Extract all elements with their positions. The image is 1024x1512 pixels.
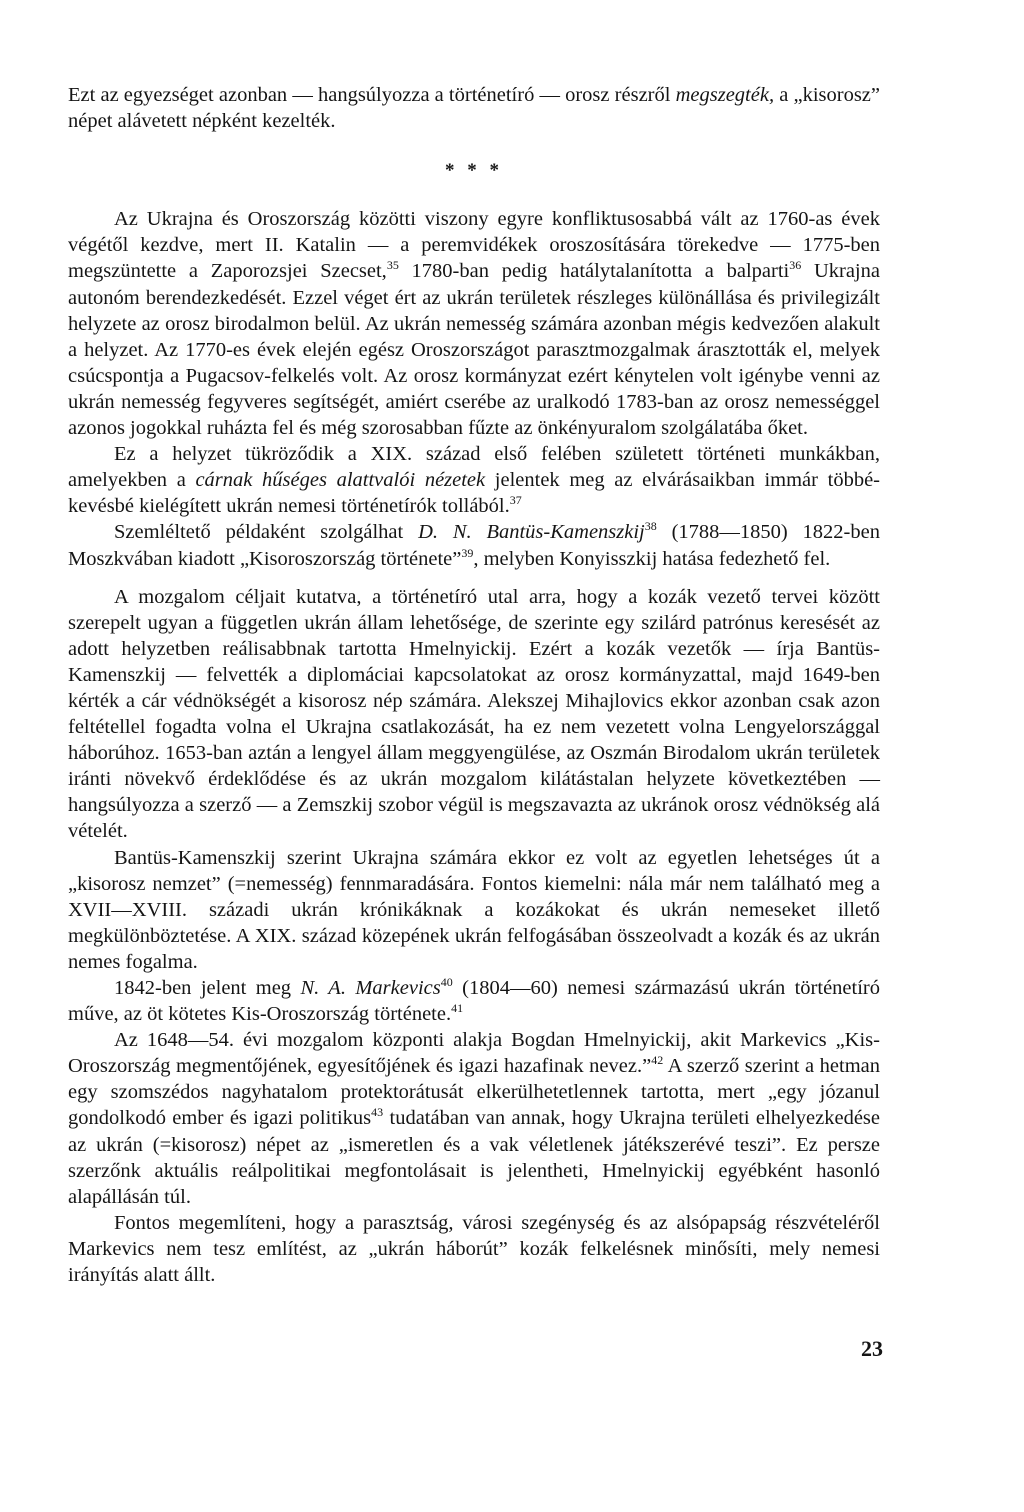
paragraph-3-text-b: (1788—1850) 1822-ben Moszkvában kiadott „Kisoroszország története” xyxy=(68,521,880,570)
paragraph-6 xyxy=(68,975,880,1027)
footnote-42: 42 xyxy=(651,1053,664,1068)
body-text xyxy=(68,82,880,1288)
footnote-40: 40 xyxy=(440,975,453,989)
paragraph-1-text-a: Az Ukrajna és Oroszország közötti viszony egyre konfliktusosabbá vált az 1760-as évek végétől kezdve, mert II. Katalin — a peremvidékek oroszosítására törekedve — 1775-ben megszüntette a Zaporozsjei Szecset, xyxy=(68,208,880,283)
footnote-36: 36 xyxy=(789,258,802,273)
footnote-39: 39 xyxy=(461,545,474,560)
footnote-38: 38 xyxy=(644,519,657,534)
paragraph-4: A mozgalom céljait kutatva, a történetíró utal arra, hogy a kozák vezető tervei között szerepelt ugyan a független ukrán állam lehetősége, de szerinte egy szilárd patrónus keresését az adott helyzetben reálisabbnak tartotta Hmelnyickij. Ezért a kozák vezetők — írja Bantüs-Kamenszkij — felvették a diplomáciai kapcsolatokat az orosz kormányzattal, majd 1649-ben kérték a cár védnökségét a kisorosz nép számára. Alekszej Mihajlovics ekkor azonban csak azon feltétellel fogadta volna el Ukrajna csatlakozását, ha ez nem vezetett volna Lengyelországgal háborúhoz. 1653-ban aztán a lengyel állam meggyengülése, az Oszmán Birodalom ukrán területek iránti növekvő érdeklődése és az ukrán mozgalom kilátástalan helyzete következtében — hangsúlyozza a szerző — a Zemszkij szobor végül is megszavazta az ukránok orosz védnökség alá vételét. xyxy=(68,585,880,843)
footnote-43: 43 xyxy=(371,1105,384,1120)
paragraph-1 xyxy=(68,206,880,441)
paragraph-8: Fontos megemlíteni, hogy a parasztság, városi szegénység és az alsópapság részvételéről Markevics nem tesz említést, az „ukrán háborút” kozák felkelésnek minősíti, mely nemesi irányítás alatt állt. xyxy=(68,1211,880,1287)
paragraph-7-text-c: tudatában van annak, hogy Ukrajna területi elhelyezkedése az ukrán (=kisorosz) népet az „ismeretlen és a vak véletlenek játékszerévé teszi”. Ez persze szerzőnk aktuális reálpolitikai megfontolásait is jelentheti, Hmelnyickij egyébként hasonló alapállásán túl. xyxy=(68,1107,880,1208)
intro-emphasis: megszegték, xyxy=(675,84,775,106)
paragraph-3 xyxy=(68,519,880,571)
intro-paragraph xyxy=(68,82,880,134)
footnote-35: 35 xyxy=(386,258,399,273)
intro-text-2: a „kisorosz” népet alávetett népként kezelték. xyxy=(68,84,880,133)
footnote-37: 37 xyxy=(509,493,522,508)
paragraph-2 xyxy=(68,441,880,519)
paragraph-1-text-b: 1780-ban pedig hatálytalanította a balparti xyxy=(398,260,790,283)
paragraph-1-text-c: Ukrajna autonóm berendezkedését. Ezzel véget ért az ukrán területek részleges különállása és privilegizált helyzete az orosz birodalmon belül. Az ukrán nemesség számára azonban mégis kedvezően alakult a helyzet. Az 1770-es évek elején egész Oroszországot parasztmozgalmak árasztották el, melyek csúcspontja a Pugacsov-felkelés volt. Az orosz kormányzat ezért kénytelen volt igénybe venni az ukrán nemesség fegyveres segítségét, amiért cserébe az uralkodó 1783-ban az orosz nemességgel azonos jogokkal ruházta fel és még szorosabban fűzte az önkényuralom szolgálatába őket. xyxy=(68,260,880,440)
paragraph-5: Bantüs-Kamenszkij szerint Ukrajna számára ekkor ez volt az egyetlen lehetséges út a „kisorosz nemzet” (=nemesség) fennmaradására. Fontos kiemelni: nála már nem található meg a XVII—XVIII. századi ukrán krónikáknak a kozákokat és ukrán nemeseket illető megkülönböztetése. A XIX. század közepének ukrán felfogásában összeolvadt a kozák és az ukrán nemes fogalma. xyxy=(68,846,880,973)
paragraph-7-text-b: A szerző szerint a hetman egy szomszédos nagyhatalom protektorátusát elkerülhetetlennek tartotta, mert „egy józanul gondolkodó ember és igazi politikus xyxy=(68,1055,880,1130)
paragraph-6-text-b: (1804—60) nemesi származású ukrán történetíró műve, az öt kötetes Kis-Oroszország története. xyxy=(68,977,880,1026)
intro-text-1: Ezt az egyezséget azonban — hangsúlyozza a történetíró — orosz részről xyxy=(68,84,676,106)
paragraph-6-text-a: 1842-ben jelent meg xyxy=(114,977,301,999)
paragraph-2-text-a: Ez a helyzet tükröződik a XIX. század első felében született történeti munkákban, amelyekben a xyxy=(68,443,880,492)
paragraph-7-text-a: Az 1648—54. évi mozgalom központi alakja Bogdan Hmelnyickij, akit Markevics „Kis-Oroszország megmentőjének, egyesítőjének és igazi hazafinak nevez.” xyxy=(68,1029,880,1078)
paragraph-3-text-c: , melyben Konyisszkij hatása fedezhető fel. xyxy=(473,547,831,570)
paragraph-3-text-a: Szemléltető példaként szolgálhat xyxy=(114,521,419,544)
paragraph-2-text-b: jelentek meg az elvárásaikban immár többé-kevésbé kielégített ukrán nemesi történetírók tollából. xyxy=(68,469,881,518)
paragraph-2-emphasis: cárnak hűséges alattvalói nézetek xyxy=(195,469,486,492)
page-number: 23 xyxy=(861,1336,883,1361)
paragraph-7 xyxy=(68,1027,880,1210)
footnote-41: 41 xyxy=(451,1001,464,1016)
paragraph-3-author: D. N. Bantüs-Kamenszkij xyxy=(418,521,645,544)
paragraph-6-author: N. A. Markevics xyxy=(300,977,441,999)
section-separator: * * * xyxy=(445,160,503,182)
